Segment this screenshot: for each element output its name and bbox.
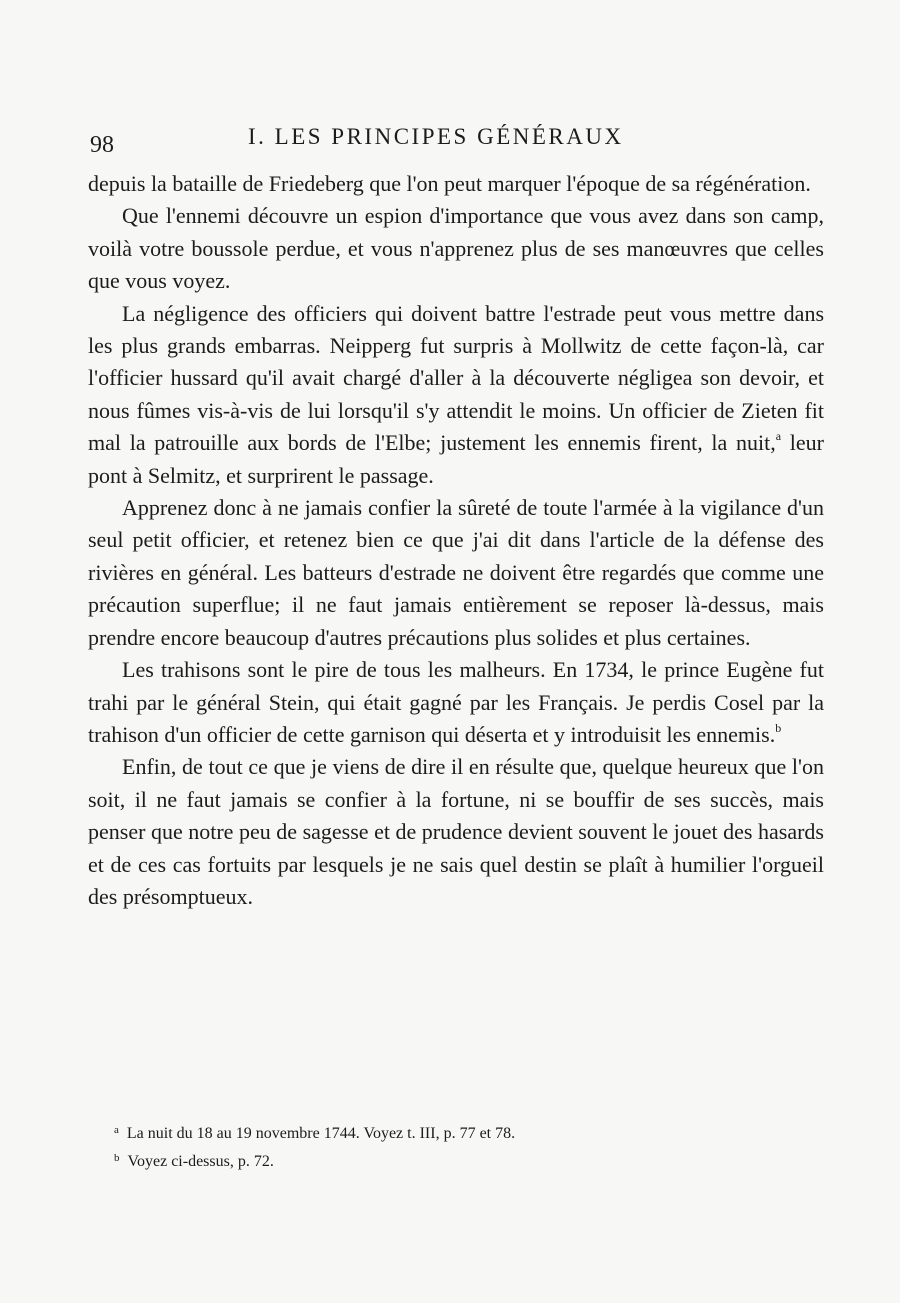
footnotes bbox=[114, 1118, 814, 1174]
paragraph-6: Enfin, de tout ce que je viens de dire il en résulte que, quelque heureux que l'on soit, il ne faut jamais se confier à la fortune, ni se bouffir de ses succès, mais penser que notre peu de sagesse et de prudence devient souvent le jouet des hasards et de ces cas fortuits par lesquels je ne sais quel destin se plaît à humilier l'orgueil des présomptueux. bbox=[88, 754, 824, 909]
paragraph-3 bbox=[88, 298, 824, 492]
body-text bbox=[88, 168, 824, 913]
footnote-text: Voyez ci-dessus, p. 72. bbox=[127, 1153, 274, 1170]
footnote-mark: b bbox=[114, 1152, 120, 1164]
paragraph-1: depuis la bataille de Friedeberg que l'on peut marquer l'époque de sa régénération. bbox=[88, 171, 811, 196]
paragraph-3-text: La négligence des officiers qui doivent battre l'estrade peut vous mettre dans les plus grands embarras. Neipperg fut surpris à Mollwitz de cette façon-là, car l'officier hussard qu'il avait chargé d'aller à la découverte négligea son devoir, et nous fûmes vis-à-vis de lui lorsqu'il s'y attendit le moins. Un officier de Zieten fit mal la patrouille aux bords de l'Elbe; justement les ennemis firent, la nuit, bbox=[88, 300, 824, 456]
page-header bbox=[88, 118, 824, 158]
footnote-b bbox=[114, 1146, 814, 1174]
paragraph-3-end: leur pont à Selmitz, et surprirent le passage. bbox=[88, 430, 824, 488]
paragraph-2: Que l'ennemi découvre un espion d'importance que vous avez dans son camp, voilà votre boussole perdue, et vous n'apprenez plus de ses manœuvres que celles que vous voyez. bbox=[88, 203, 824, 294]
footnote-text: La nuit du 18 au 19 novembre 1744. Voyez t. III, p. 77 et 78. bbox=[126, 1125, 516, 1142]
paragraph-5 bbox=[88, 654, 824, 751]
footnote-mark: a bbox=[114, 1124, 119, 1136]
footnote-a bbox=[114, 1118, 814, 1146]
page-number: 98 bbox=[90, 132, 114, 158]
paragraph-5-text: Les trahisons sont le pire de tous les malheurs. En 1734, le prince Eugène fut trahi par le général Stein, qui était gagné par les Français. Je perdis Cosel par la trahison d'un officier de cette garnison qui déserta et y introduisit les ennemis. bbox=[88, 657, 824, 747]
running-title: I. LES PRINCIPES GÉNÉRAUX bbox=[248, 124, 624, 149]
paragraph-4: Apprenez donc à ne jamais confier la sûreté de toute l'armée à la vigilance d'un seul petit officier, et retenez bien ce que j'ai dit dans l'article de la défense des rivières en général. Les batteurs d'estrade ne doivent être regardés que comme une précaution superflue; il ne faut jamais entièrement se reposer là-dessus, mais prendre encore beaucoup d'autres précautions plus solides et plus certaines. bbox=[88, 495, 824, 650]
footnote-ref-a: a bbox=[775, 429, 782, 444]
footnote-ref-b: b bbox=[775, 720, 782, 735]
